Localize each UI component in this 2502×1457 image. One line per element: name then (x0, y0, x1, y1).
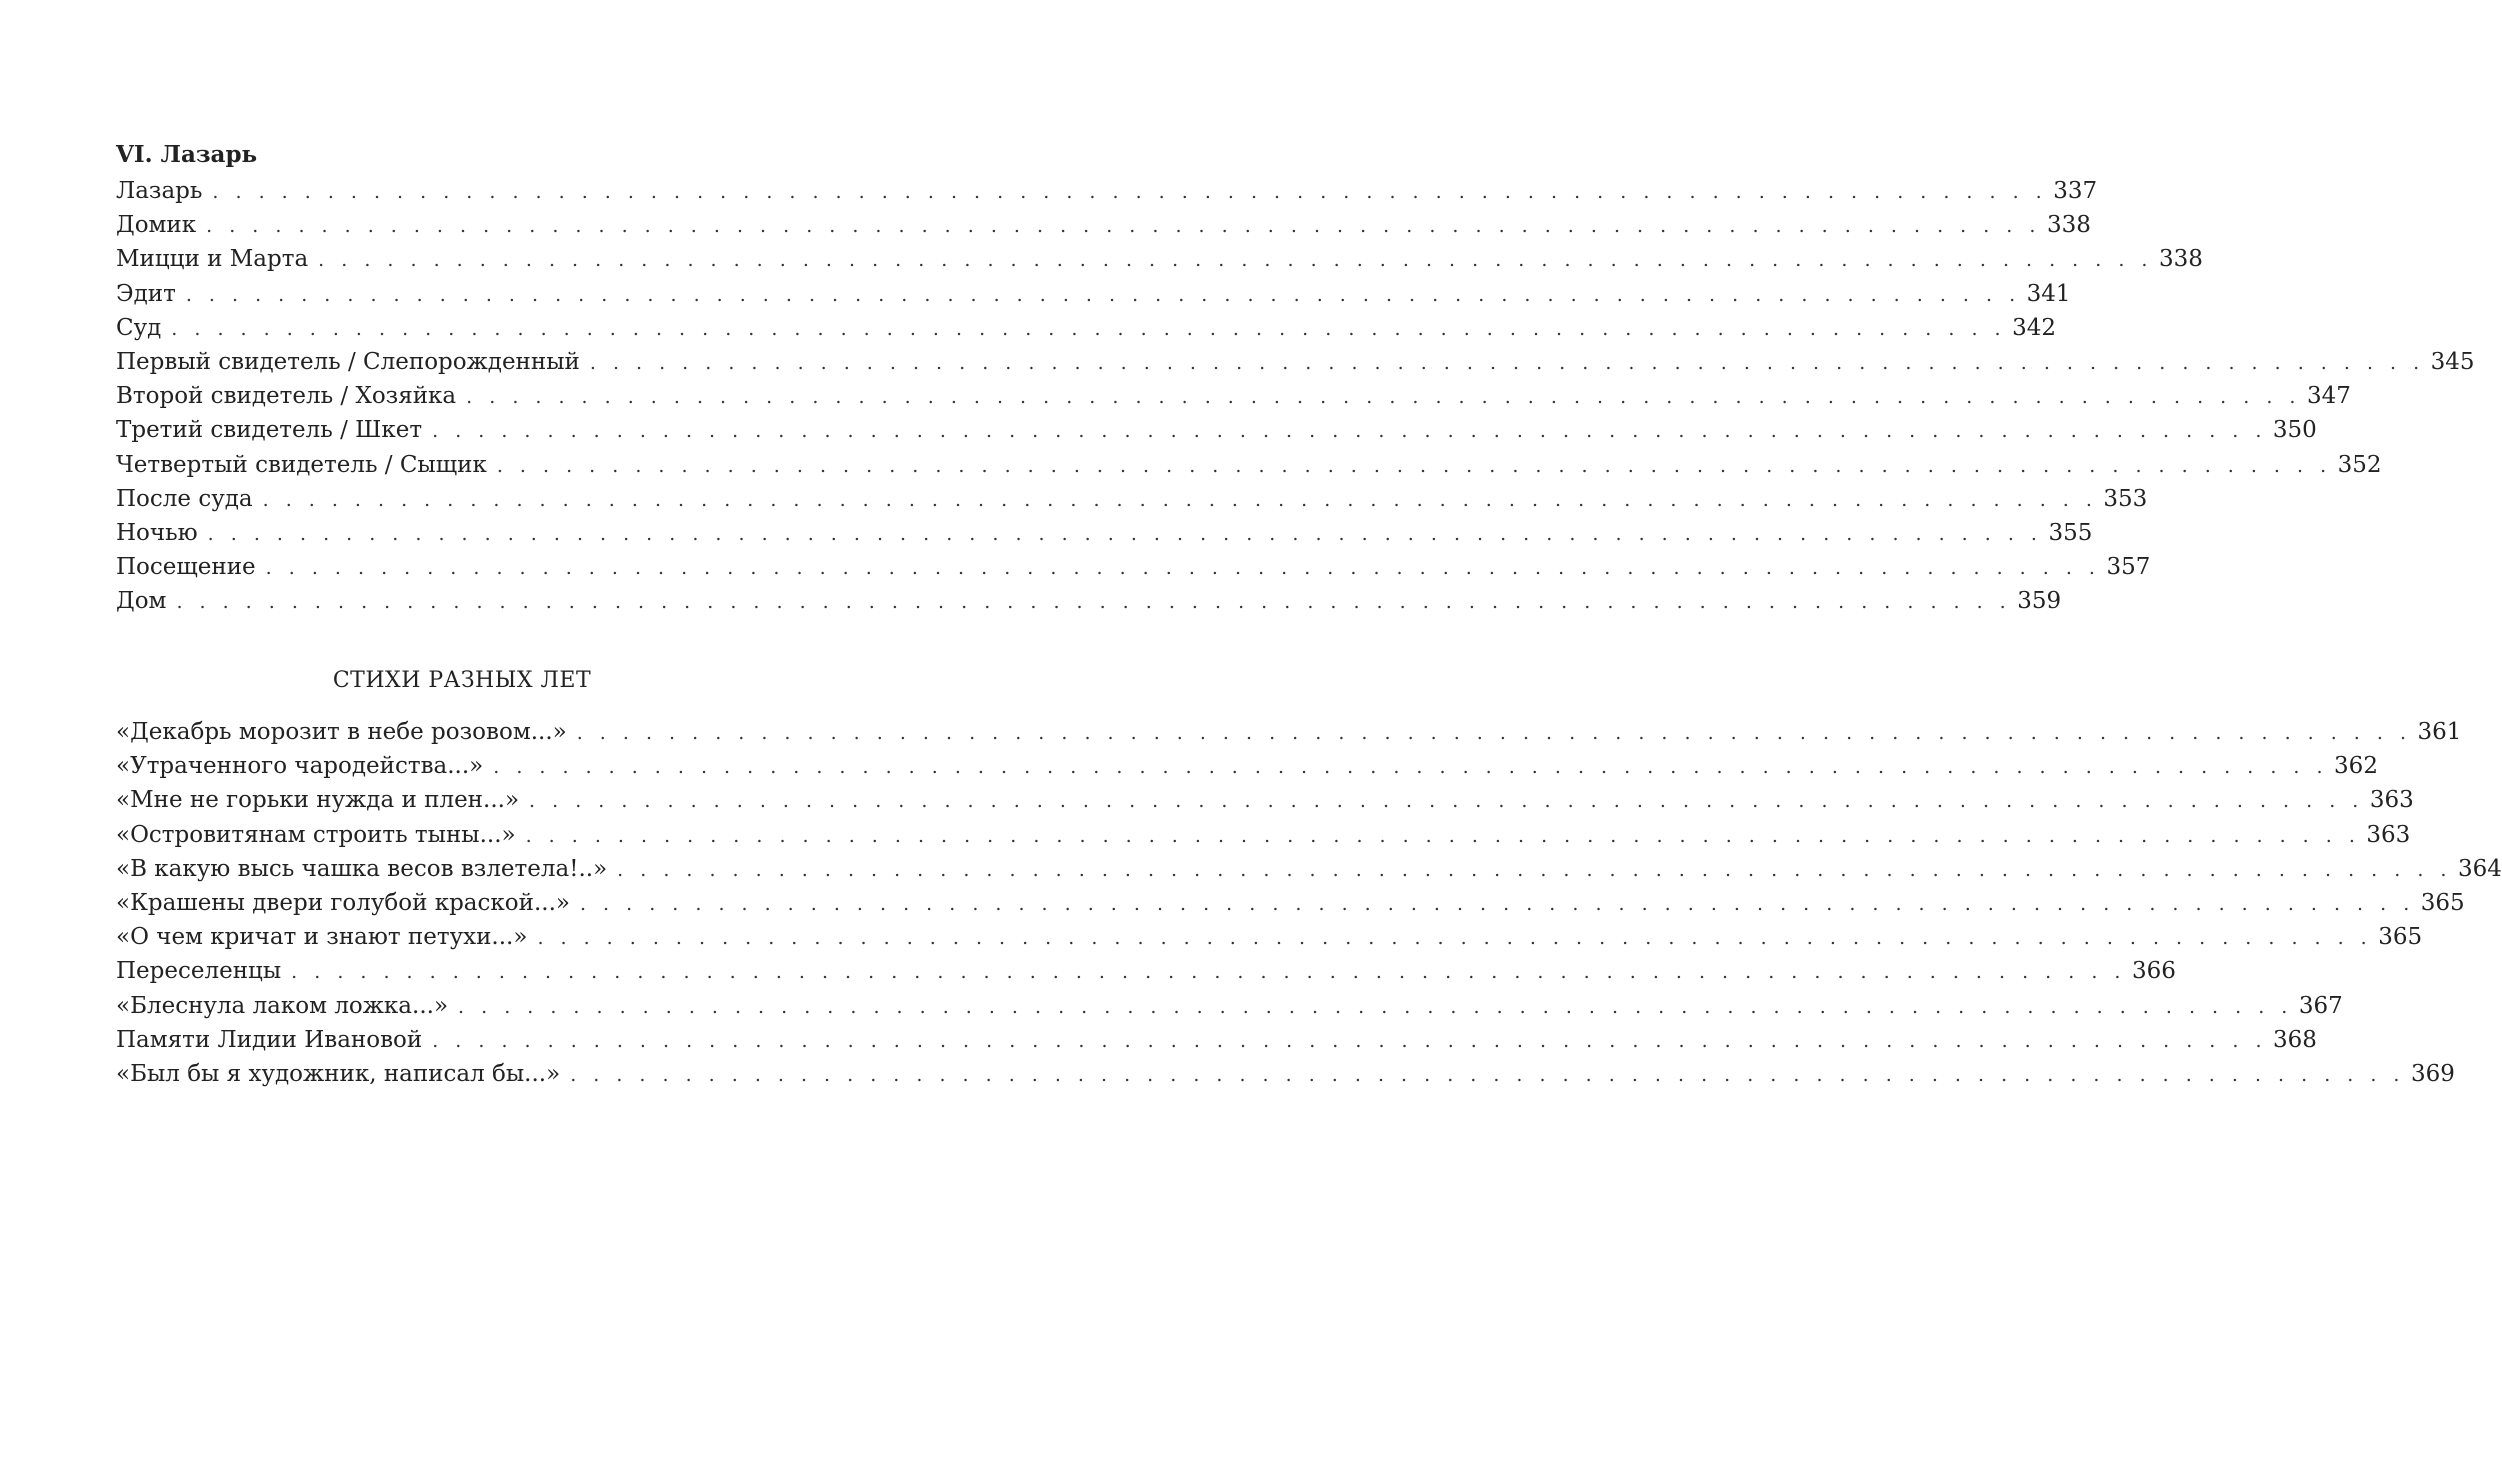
toc-entry-page-number: 366 (2131, 958, 2176, 985)
toc-entry-title: «В какую высь чашка весов взлетела!..» (116, 855, 608, 882)
toc-entry-title: После суда (116, 485, 253, 512)
toc-leader-dots: . . . . . . . . . . . . . . . . . . . . . . . . . . . . . . . . . . . . . . . . . . . . . . . . . . . . . . . . . . . . . . . . . . . . . . . . . . . . . . . . (525, 824, 2361, 847)
toc-leader-dots: . . . . . . . . . . . . . . . . . . . . . . . . . . . . . . . . . . . . . . . . . . . . . . . . . . . . . . . . . . . . . . . . . . . . . . . . . . . . . . . . (318, 249, 2153, 272)
toc-entry (116, 550, 2151, 584)
toc-entry-title: Лазарь (116, 178, 203, 204)
toc-entry (116, 749, 2378, 783)
toc-entry-page-number: 338 (2046, 212, 2091, 239)
toc-leader-dots: . . . . . . . . . . . . . . . . . . . . . . . . . . . . . . . . . . . . . . . . . . . . . . . . . . . . . . . . . . . . . . . . . . . . . . . . . . . . . . . . (262, 488, 2098, 511)
toc-entry (116, 715, 2462, 749)
toc-entry (116, 242, 2203, 276)
toc-entry-title: Переселенцы (116, 958, 282, 985)
toc-entry-page-number: 357 (2106, 554, 2151, 581)
toc-entry-title: «Декабрь морозит в небе розовом...» (116, 719, 567, 745)
toc-entry (116, 920, 2423, 954)
toc-leader-dots: . . . . . . . . . . . . . . . . . . . . . . . . . . . . . . . . . . . . . . . . . . . . . . . . . . . . . . . . . . . . . . . . . . . . . . . . . . . . . . . . (432, 1029, 2268, 1052)
toc-leader-dots: . . . . . . . . . . . . . . . . . . . . . . . . . . . . . . . . . . . . . . . . . . . . . . . . . . . . . . . . . . . . . . . . . . . . . . . . . . . . . . . . (265, 557, 2101, 580)
toc-entry (116, 954, 2176, 988)
toc-entry-title: «Блеснула лаком ложка...» (116, 992, 449, 1019)
toc-entry (116, 413, 2317, 447)
toc-leader-dots: . . . . . . . . . . . . . . . . . . . . . . . . . . . . . . . . . . . . . . . . . . . . . . . . . . . . . . . . . . . . . . . . . . . . . . . . . . . . . . . . (493, 756, 2329, 779)
toc-entry (116, 379, 2351, 413)
toc-entry (116, 989, 2343, 1023)
toc-entry (116, 345, 2475, 379)
toc-entry-page-number: 338 (2158, 246, 2203, 273)
toc-entry (116, 783, 2414, 817)
toc-leader-dots: . . . . . . . . . . . . . . . . . . . . . . . . . . . . . . . . . . . . . . . . . . . . . . . . . . . . . . . . . . . . . . . . . . . . . . . . . . . . . . . . (496, 454, 2332, 477)
toc-entry-title: Памяти Лидии Ивановой (116, 1026, 423, 1053)
toc-entry-page-number: 345 (2430, 348, 2475, 375)
toc-entry-title: Дом (116, 588, 167, 615)
toc-entry-page-number: 364 (2457, 855, 2502, 882)
toc-entry-page-number: 352 (2337, 451, 2382, 478)
toc-list (116, 715, 2502, 1091)
toc-entry (116, 448, 2382, 482)
toc-entry (116, 584, 2062, 618)
toc-entry-title: «Мне не горьки нужда и плен...» (116, 787, 520, 814)
toc-entry (116, 1057, 2455, 1091)
toc-entry-page-number: 363 (2369, 787, 2414, 814)
toc-entry-page-number: 367 (2298, 992, 2343, 1019)
toc-entry-page-number: 368 (2273, 1026, 2317, 1053)
toc-entry-page-number: 362 (2334, 753, 2378, 780)
toc-entry-page-number: 342 (2012, 314, 2056, 341)
toc-entry (116, 1023, 2317, 1057)
section-heading: VI. Лазарь (116, 141, 258, 168)
toc-entry (116, 818, 2411, 852)
toc-section-poems (116, 715, 2502, 1091)
toc-entry-title: Мицци и Марта (116, 246, 309, 273)
toc-entry-page-number: 361 (2417, 719, 2462, 745)
toc-entry-title: Третий свидетель / Шкет (116, 417, 423, 444)
toc-entry (116, 277, 2071, 311)
toc-entry-title: Ночью (116, 519, 198, 546)
toc-entry-title: «Островитянам строить тыны...» (116, 821, 516, 848)
toc-leader-dots: . . . . . . . . . . . . . . . . . . . . . . . . . . . . . . . . . . . . . . . . . . . . . . . . . . . . . . . . . . . . . . . . . . . . . . . . . . . . . . . . (291, 961, 2126, 984)
toc-leader-dots: . . . . . . . . . . . . . . . . . . . . . . . . . . . . . . . . . . . . . . . . . . . . . . . . . . . . . . . . . . . . . . . . . . . . . . . . . . . . . . . . (212, 181, 2048, 203)
toc-leader-dots: . . . . . . . . . . . . . . . . . . . . . . . . . . . . . . . . . . . . . . . . . . . . . . . . . . . . . . . . . . . . . . . . . . . . . . . . . . . . . . . . (617, 858, 2452, 881)
toc-leader-dots: . . . . . . . . . . . . . . . . . . . . . . . . . . . . . . . . . . . . . . . . . . . . . . . . . . . . . . . . . . . . . . . . . . . . . . . . . . . . . . . . (576, 722, 2412, 744)
toc-entry-page-number: 355 (2048, 519, 2093, 546)
toc-entry-title: «Крашены двери голубой краской...» (116, 889, 570, 916)
toc-entry-page-number: 341 (2026, 280, 2071, 307)
toc-entry-page-number: 359 (2017, 588, 2062, 615)
toc-entry-title: Суд (116, 314, 162, 341)
toc-entry (116, 208, 2091, 242)
toc-entry-title: Четвертый свидетель / Сыщик (116, 451, 487, 478)
toc-entry-page-number: 347 (2306, 383, 2351, 410)
toc-entry-title: Эдит (116, 280, 176, 307)
toc-leader-dots: . . . . . . . . . . . . . . . . . . . . . . . . . . . . . . . . . . . . . . . . . . . . . . . . . . . . . . . . . . . . . . . . . . . . . . . . . . . . . . . . (171, 317, 2007, 340)
toc-entry-title: Второй свидетель / Хозяйка (116, 383, 457, 410)
toc-entry-page-number: 365 (2378, 924, 2423, 951)
toc-entry-title: «Был бы я художник, написал бы...» (116, 1060, 561, 1087)
toc-entry (116, 174, 2098, 208)
toc-leader-dots: . . . . . . . . . . . . . . . . . . . . . . . . . . . . . . . . . . . . . . . . . . . . . . . . . . . . . . . . . . . . . . . . . . . . . . . . . . . . . . . . (529, 790, 2364, 813)
toc-entry (116, 482, 2148, 516)
toc-entry (116, 516, 2093, 550)
toc-entry (116, 311, 2056, 345)
toc-leader-dots: . . . . . . . . . . . . . . . . . . . . . . . . . . . . . . . . . . . . . . . . . . . . . . . . . . . . . . . . . . . . . . . . . . . . . . . . . . . . . . . . (458, 995, 2293, 1018)
toc-entry-title: Посещение (116, 554, 256, 581)
toc-entry-page-number: 365 (2420, 889, 2465, 916)
toc-entry-title: Первый свидетель / Слепорожденный (116, 348, 580, 375)
toc-entry (116, 886, 2465, 920)
toc-entry-title: Домик (116, 212, 197, 239)
toc-entry-page-number: 350 (2272, 417, 2317, 444)
toc-leader-dots: . . . . . . . . . . . . . . . . . . . . . . . . . . . . . . . . . . . . . . . . . . . . . . . . . . . . . . . . . . . . . . . . . . . . . . . . . . . . . . . . (570, 1063, 2405, 1086)
toc-leader-dots: . . . . . . . . . . . . . . . . . . . . . . . . . . . . . . . . . . . . . . . . . . . . . . . . . . . . . . . . . . . . . . . . . . . . . . . . . . . . . . . . (579, 892, 2415, 915)
toc-leader-dots: . . . . . . . . . . . . . . . . . . . . . . . . . . . . . . . . . . . . . . . . . . . . . . . . . . . . . . . . . . . . . . . . . . . . . . . . . . . . . . . . (207, 522, 2043, 545)
toc-entry-title: «Утраченного чародейства...» (116, 753, 484, 780)
toc-leader-dots: . . . . . . . . . . . . . . . . . . . . . . . . . . . . . . . . . . . . . . . . . . . . . . . . . . . . . . . . . . . . . . . . . . . . . . . . . . . . . . . . (176, 591, 2012, 614)
section-heading: СТИХИ РАЗНЫХ ЛЕТ (332, 668, 592, 693)
toc-entry-page-number: 369 (2410, 1060, 2455, 1087)
toc-leader-dots: . . . . . . . . . . . . . . . . . . . . . . . . . . . . . . . . . . . . . . . . . . . . . . . . . . . . . . . . . . . . . . . . . . . . . . . . . . . . . . . . (185, 283, 2021, 306)
toc-entry-title: «О чем кричат и знают петухи...» (116, 924, 528, 951)
toc-entry-page-number: 363 (2366, 821, 2411, 848)
toc-entry-page-number: 337 (2053, 178, 2098, 204)
toc-leader-dots: . . . . . . . . . . . . . . . . . . . . . . . . . . . . . . . . . . . . . . . . . . . . . . . . . . . . . . . . . . . . . . . . . . . . . . . . . . . . . . . . (537, 927, 2373, 950)
toc-leader-dots: . . . . . . . . . . . . . . . . . . . . . . . . . . . . . . . . . . . . . . . . . . . . . . . . . . . . . . . . . . . . . . . . . . . . . . . . . . . . . . . . (589, 351, 2425, 374)
toc-leader-dots: . . . . . . . . . . . . . . . . . . . . . . . . . . . . . . . . . . . . . . . . . . . . . . . . . . . . . . . . . . . . . . . . . . . . . . . . . . . . . . . . (432, 420, 2267, 443)
toc-entry (116, 852, 2502, 886)
toc-leader-dots: . . . . . . . . . . . . . . . . . . . . . . . . . . . . . . . . . . . . . . . . . . . . . . . . . . . . . . . . . . . . . . . . . . . . . . . . . . . . . . . . (206, 215, 2041, 238)
toc-list (116, 174, 2475, 618)
toc-leader-dots: . . . . . . . . . . . . . . . . . . . . . . . . . . . . . . . . . . . . . . . . . . . . . . . . . . . . . . . . . . . . . . . . . . . . . . . . . . . . . . . . (466, 386, 2301, 409)
toc-entry-page-number: 353 (2103, 485, 2148, 512)
toc-section-lazar (116, 138, 2475, 618)
